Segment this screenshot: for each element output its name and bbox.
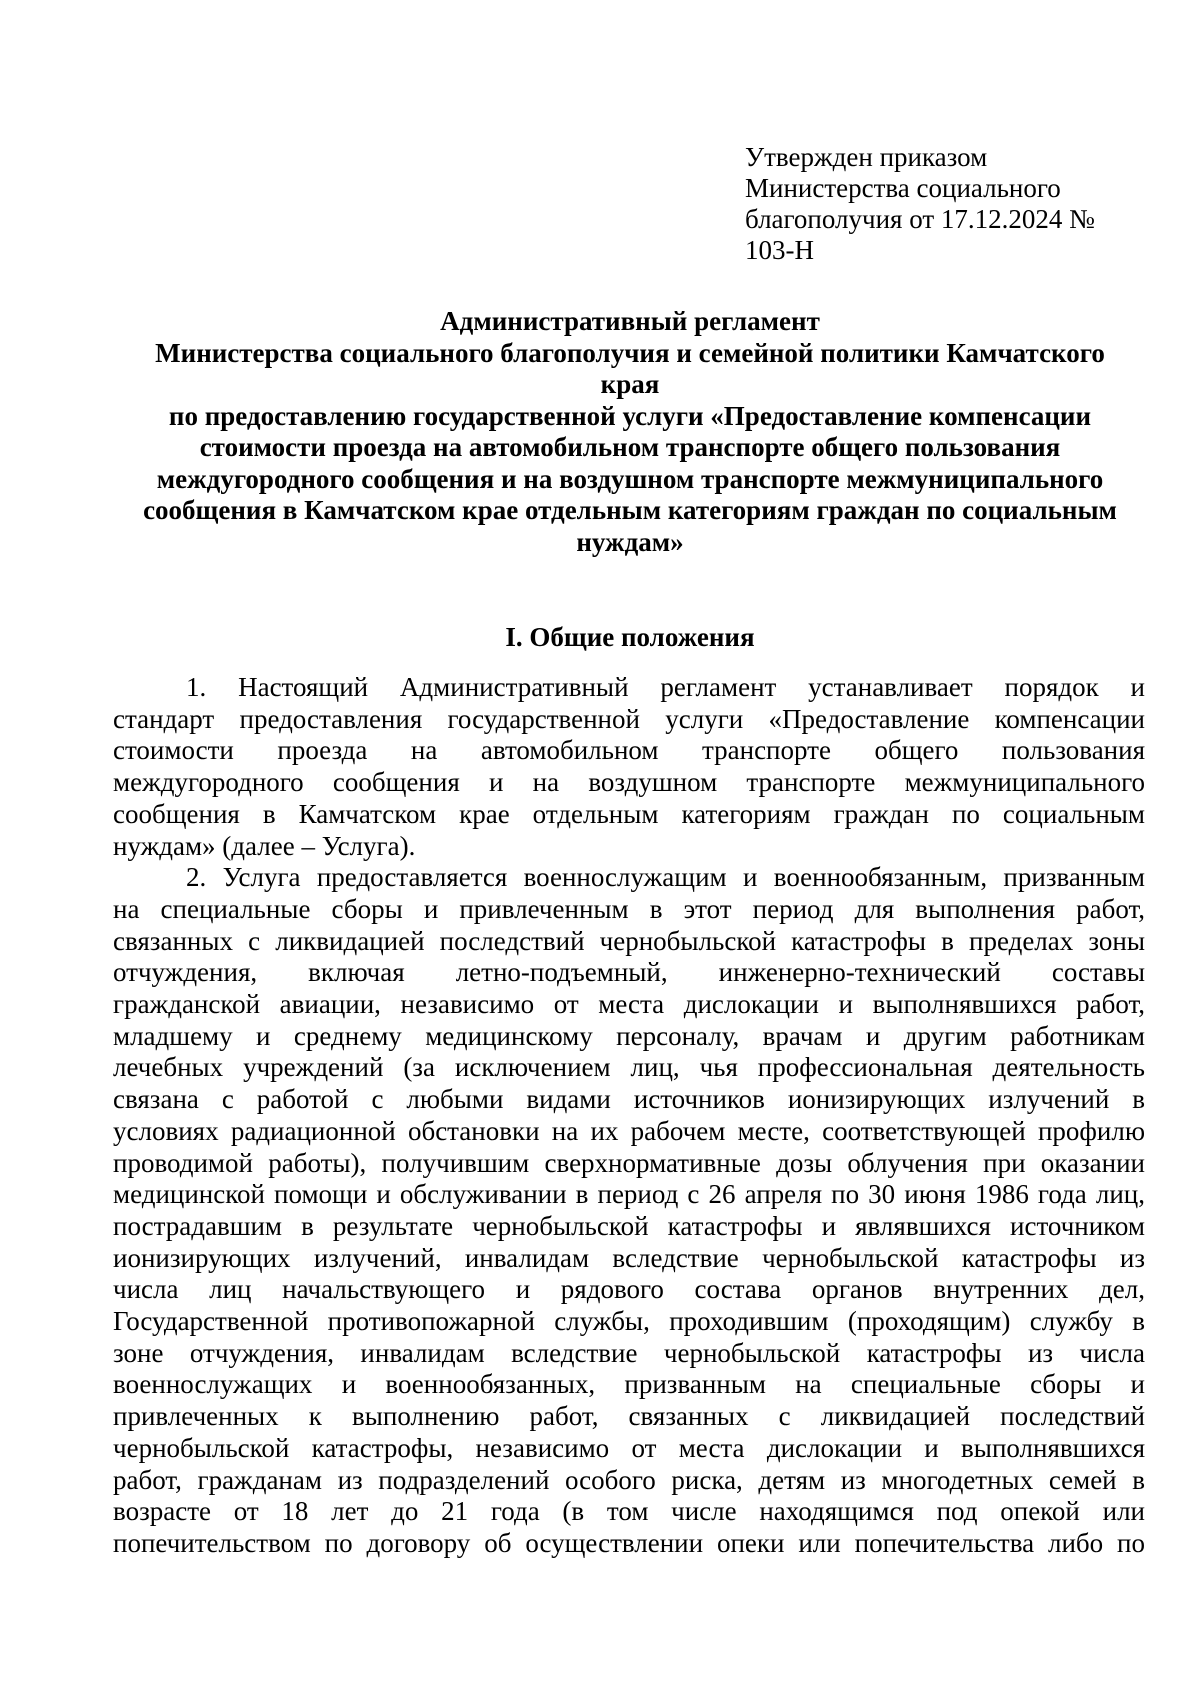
- title-line: края: [600, 369, 660, 399]
- approval-line: Утвержден приказом: [745, 142, 988, 172]
- paragraph-line: нуждам» (далее – Услуга).: [113, 830, 416, 861]
- approval-line: 103-Н: [745, 235, 814, 265]
- approval-line: благополучия от 17.12.2024 №: [745, 204, 1095, 234]
- paragraph-line: сообщения в Камчатском крае отдельным категориям граждан по социальным: [113, 798, 1145, 829]
- title-line: Министерства социального благополучия и семейной политики Камчатского: [155, 337, 1105, 368]
- document-title: [105, 306, 1155, 558]
- paragraph-line: военнослужащих и военнообязанных, призванным на специальные сборы и: [113, 1369, 1145, 1400]
- title-line: нуждам»: [576, 526, 684, 557]
- document-body: [113, 672, 1145, 1560]
- paragraph-line: лечебных учреждений (за исключением лиц, чья профессиональная деятельность: [113, 1052, 1145, 1083]
- title-line: Административный регламент: [440, 306, 820, 336]
- approval-line: Министерства социального: [745, 173, 1061, 203]
- paragraph-line: стандарт предоставления государственной услуги «Предоставление компенсации: [113, 703, 1145, 734]
- approval-stamp-block: [745, 142, 1135, 266]
- paragraph-line: отчуждения, включая летно-подъемный, инженерно-технический составы: [113, 957, 1145, 988]
- paragraph-line: числа лиц начальствующего и рядового состава органов внутренних дел,: [113, 1274, 1145, 1305]
- paragraph-line: 2. Услуга предоставляется военнослужащим и военнообязанным, призванным: [186, 862, 1145, 893]
- paragraph-line: стоимости проезда на автомобильном транспорте общего пользования: [113, 735, 1145, 766]
- title-line: сообщения в Камчатском крае отдельным категориям граждан по социальным: [143, 495, 1117, 525]
- paragraph-line: ионизирующих излучений, инвалидам вследствие чернобыльской катастрофы из: [113, 1242, 1145, 1273]
- paragraph-line: связанных с ликвидацией последствий чернобыльской катастрофы в пределах зоны: [113, 925, 1145, 956]
- title-line: междугородного сообщения и на воздушном транспорте межмуниципального: [156, 463, 1104, 494]
- paragraph-line: привлеченных к выполнению работ, связанных с ликвидацией последствий: [113, 1401, 1145, 1432]
- paragraph-line: младшему и среднему медицинскому персоналу, врачам и другим работникам: [113, 1020, 1145, 1051]
- paragraph-line: пострадавшим в результате чернобыльской катастрофы и являвшихся источником: [113, 1210, 1145, 1241]
- paragraph-line: на специальные сборы и привлеченным в этот период для выполнения работ,: [113, 893, 1145, 924]
- paragraph-line: связана с работой с любыми видами источников ионизирующих излучений в: [113, 1084, 1145, 1115]
- paragraph-line: работ, гражданам из подразделений особого риска, детям из многодетных семей в: [113, 1464, 1145, 1495]
- paragraph-line: зоне отчуждения, инвалидам вследствие чернобыльской катастрофы из числа: [113, 1337, 1145, 1368]
- paragraph-line: условиях радиационной обстановки на их рабочем месте, соответствующей профилю: [113, 1115, 1145, 1146]
- paragraph-line: междугородного сообщения и на воздушном транспорте межмуниципального: [113, 767, 1145, 798]
- paragraph-line: гражданской авиации, независимо от места дислокации и выполнявшихся работ,: [113, 989, 1145, 1020]
- paragraph-1: [113, 672, 1145, 862]
- title-line: стоимости проезда на автомобильном транспорте общего пользования: [199, 432, 1061, 462]
- title-line: по предоставлению государственной услуги «Предоставление компенсации: [168, 400, 1092, 431]
- section-heading: I. Общие положения: [505, 622, 755, 652]
- paragraph-line: проводимой работы), получившим сверхнормативные дозы облучения при оказании: [113, 1147, 1145, 1178]
- paragraph-line: 1. Настоящий Административный регламент устанавливает порядок и: [186, 672, 1145, 702]
- paragraph-line: медицинской помощи и обслуживании в период с 26 апреля по 30 июня 1986 года лиц,: [113, 1179, 1145, 1210]
- paragraph-line: чернобыльской катастрофы, независимо от места дислокации и выполнявшихся: [113, 1432, 1145, 1463]
- paragraph-line: попечительством по договору об осуществлении опеки или попечительства либо по: [113, 1527, 1145, 1558]
- paragraph-line: возрасте от 18 лет до 21 года (в том числе находящимся под опекой или: [113, 1496, 1145, 1527]
- paragraph-2: [113, 862, 1145, 1559]
- paragraph-line: Государственной противопожарной службы, проходившим (проходящим) службу в: [113, 1306, 1145, 1337]
